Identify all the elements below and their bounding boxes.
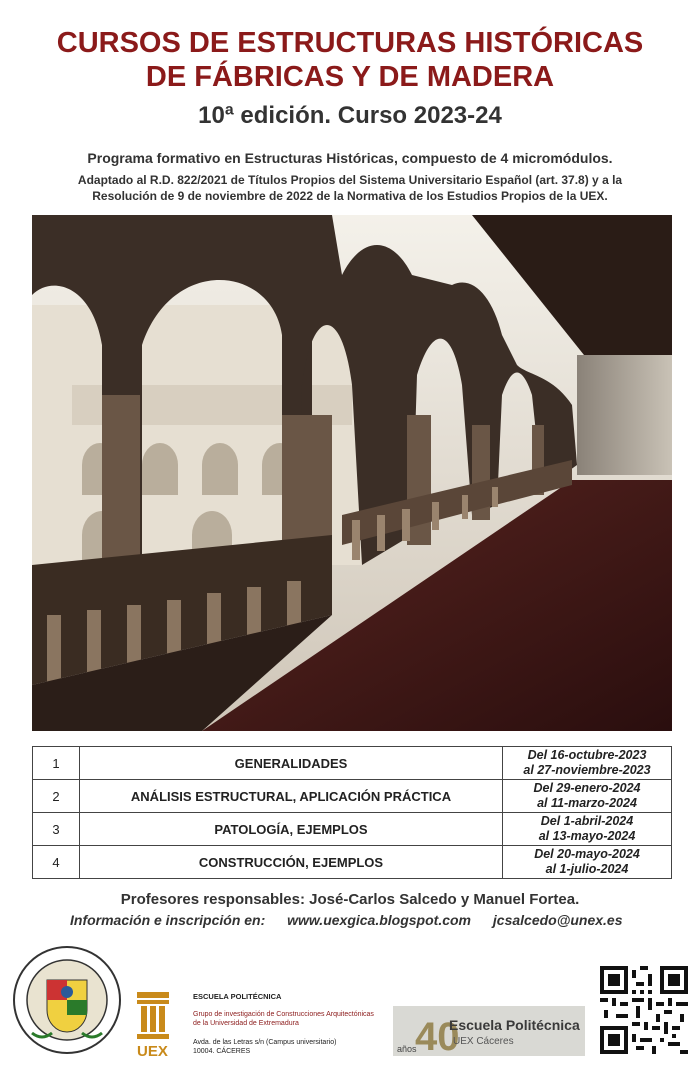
table-row: [33, 846, 672, 879]
module-number: 1: [33, 747, 80, 780]
module-number: 3: [33, 813, 80, 846]
module-dates: [503, 846, 672, 879]
research-group: [193, 1010, 393, 1028]
date-from: Del 29-enero-2024: [533, 781, 641, 795]
uex-logo: [135, 990, 191, 1058]
page-title-line2: DE FÁBRICAS Y DE MADERA: [145, 61, 555, 93]
module-dates: [503, 780, 672, 813]
modules-table: [32, 746, 672, 879]
date-to: al 13-mayo-2024: [538, 829, 636, 843]
ep-name: Escuela Politécnica: [449, 1017, 580, 1033]
legal-note-line1: Adaptado al R.D. 822/2021 de Títulos Propios del Sistema Universitario Español (art. 37.8) y a la: [77, 173, 623, 187]
date-from: Del 1-abril-2024: [540, 814, 634, 828]
module-dates: [503, 813, 672, 846]
website-link[interactable]: www.uexgica.blogspot.com: [287, 912, 471, 928]
ep-anniversary-logo: [393, 1006, 585, 1056]
cloister-photo: [32, 215, 672, 731]
date-to: al 27-noviembre-2023: [523, 763, 651, 777]
address: [193, 1038, 393, 1056]
group-line2: de la Universidad de Extremadura: [193, 1020, 299, 1027]
university-seal-logo: [12, 945, 122, 1055]
uex-letters: UEX: [137, 1043, 168, 1058]
school-heading: ESCUELA POLITÉCNICA: [193, 992, 282, 1001]
info-line: [70, 912, 670, 928]
professors-line: Profesores responsables: José-Carlos Salcedo y Manuel Fortea.: [120, 891, 580, 908]
table-row: [33, 747, 672, 780]
module-number: 2: [33, 780, 80, 813]
date-to: al 1-julio-2024: [545, 862, 629, 876]
ep-sub: UEX Cáceres: [453, 1036, 514, 1047]
module-name: GENERALIDADES: [80, 747, 503, 780]
module-name: ANÁLISIS ESTRUCTURAL, APLICACIÓN PRÁCTICA: [80, 780, 503, 813]
info-label: Información e inscripción en:: [70, 912, 266, 928]
date-from: Del 16-octubre-2023: [527, 748, 647, 762]
legal-note: [0, 172, 700, 204]
school-info: [193, 992, 393, 1056]
table-row: [33, 813, 672, 846]
edition-subtitle: 10ª edición. Curso 2023-24: [198, 102, 502, 129]
qr-code: [600, 966, 688, 1054]
date-to: al 11-marzo-2024: [537, 796, 637, 810]
module-dates: [503, 747, 672, 780]
date-from: Del 20-mayo-2024: [534, 847, 640, 861]
program-description: Programa formativo en Estructuras Históricas, compuesto de 4 micromódulos.: [87, 150, 613, 166]
address-line2: 10004. CÁCERES: [193, 1048, 251, 1055]
module-number: 4: [33, 846, 80, 879]
email-link[interactable]: jcsalcedo@unex.es: [492, 912, 623, 928]
module-name: PATOLOGÍA, EJEMPLOS: [80, 813, 503, 846]
anniversary-label: años: [397, 1044, 417, 1054]
page-title-line1: CURSOS DE ESTRUCTURAS HISTÓRICAS: [56, 27, 644, 59]
legal-note-line2: Resolución de 9 de noviembre de 2022 de la Normativa de los Estudios Propios de la UEX.: [92, 189, 608, 203]
address-line1: Avda. de las Letras s/n (Campus universitario): [193, 1039, 337, 1046]
group-line1: Grupo de investigación de Construcciones Arquitectónicas: [193, 1011, 374, 1018]
anniversary-number: 40: [415, 1015, 460, 1056]
module-name: CONSTRUCCIÓN, EJEMPLOS: [80, 846, 503, 879]
table-row: [33, 780, 672, 813]
